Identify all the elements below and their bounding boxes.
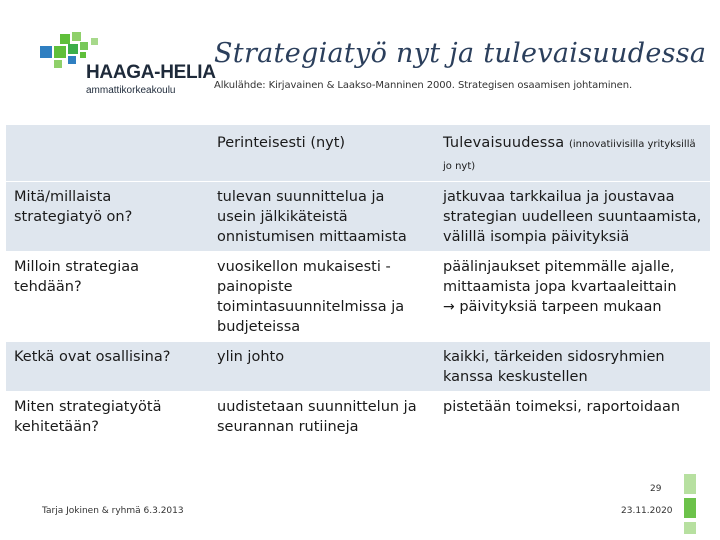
logo-wordmark: HAAGA-HELIA (86, 62, 216, 83)
table-header-row (6, 125, 710, 182)
row-future: pistetään toimeksi, raportoidaan (435, 392, 710, 442)
table-row (6, 252, 710, 342)
row-future-text: päälinjaukset pitemmälle ajalle, mittaamista jopa kvartaaleittain (443, 259, 677, 295)
row-now: vuosikellon mukaisesti - painopiste toimintasuunnitelmissa ja budjeteissa (209, 252, 435, 342)
header-future-label: Tulevaisuudessa (443, 135, 565, 151)
row-now: uudistetaan suunnittelun ja seurannan rutiineja (209, 392, 435, 442)
decorative-color-bars-icon (684, 474, 698, 536)
source-citation: Alkulähde: Kirjavainen & Laakso-Manninen 2000. Strategisen osaamisen johtaminen. (214, 80, 633, 91)
row-now: ylin johto (209, 342, 435, 392)
row-future (435, 252, 710, 342)
page-number: 29 (650, 484, 662, 494)
row-question: Milloin strategiaa tehdään? (6, 252, 209, 342)
footer-author: Tarja Jokinen & ryhmä 6.3.2013 (42, 506, 184, 516)
slide-title: Strategiatyö nyt ja tulevaisuudessa (214, 38, 707, 69)
footer-date: 23.11.2020 (621, 506, 673, 516)
row-question: Miten strategiatyötä kehitetään? (6, 392, 209, 442)
logo-subtitle: ammattikorkeakoulu (86, 85, 176, 96)
header-empty-cell (6, 125, 209, 182)
row-future-text-after-arrow: päivityksiä tarpeen mukaan (454, 299, 662, 315)
header-future-note: (innovatiivisilla yrityksillä jo nyt) (443, 139, 696, 172)
table-row (6, 342, 710, 392)
table-row (6, 392, 710, 442)
arrow-right-icon: → (443, 299, 455, 315)
table-row (6, 182, 710, 252)
header-future (435, 125, 710, 182)
header-now (209, 125, 435, 182)
header-now-label: Perinteisesti (nyt) (217, 135, 346, 151)
comparison-table (6, 124, 710, 441)
row-question: Ketkä ovat osallisina? (6, 342, 209, 392)
row-future: jatkuvaa tarkkailua ja joustavaa strategian uudelleen suuntaamista, välillä isompia päivityksiä (435, 182, 710, 252)
row-question: Mitä/millaista strategiatyö on? (6, 182, 209, 252)
row-now: tulevan suunnittelua ja usein jälkikäteistä onnistumisen mittaamista (209, 182, 435, 252)
row-future: kaikki, tärkeiden sidosryhmien kanssa keskustellen (435, 342, 710, 392)
haaga-helia-logo (38, 32, 216, 104)
